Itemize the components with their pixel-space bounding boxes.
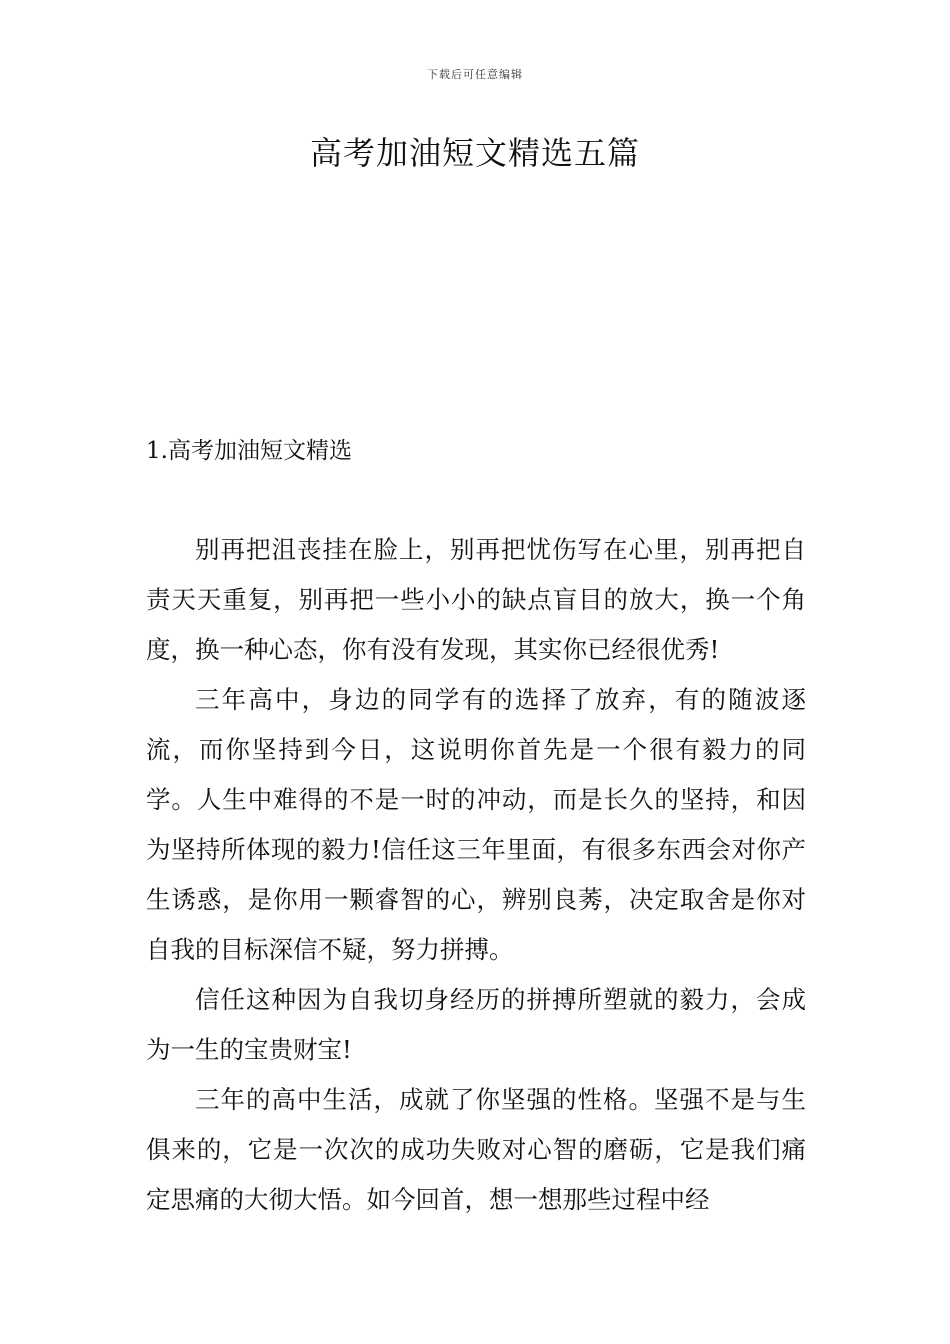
paragraph: 三年的高中生活，成就了你坚强的性格。坚强不是与生俱来的，它是一次次的成功失败对心智的磨砺，它是我们痛定思痛的大彻大悟。如今回首，想一想那些过程中经 [146, 1085, 806, 1214]
document-title: 高考加油短文精选五篇 [309, 134, 640, 172]
section-heading: 1.高考加油短文精选 [146, 438, 352, 464]
header-note: 下载后可任意编辑 [427, 68, 523, 81]
paragraph: 三年高中，身边的同学有的选择了放弃，有的随波逐流，而你坚持到今日，这说明你首先是一个很有毅力的同学。人生中难得的不是一时的冲动，而是长久的坚持，和因为坚持所体现的毅力!信任这三年里面，有很多东西会对你产生诱惑，是你用一颗睿智的心，辨别良莠，决定取舍是你对自我的目标深信不疑，努力拼搏。 [146, 685, 806, 964]
paragraph: 别再把沮丧挂在脸上，别再把忧伤写在心里，别再把自责天天重复，别再把一些小小的缺点盲目的放大，换一个角度，换一种心态，你有没有发现，其实你已经很优秀! [146, 535, 806, 664]
document-body [146, 525, 806, 1225]
paragraph: 信任这种因为自我切身经历的拼搏所塑就的毅力，会成为一生的宝贵财宝! [146, 985, 806, 1064]
